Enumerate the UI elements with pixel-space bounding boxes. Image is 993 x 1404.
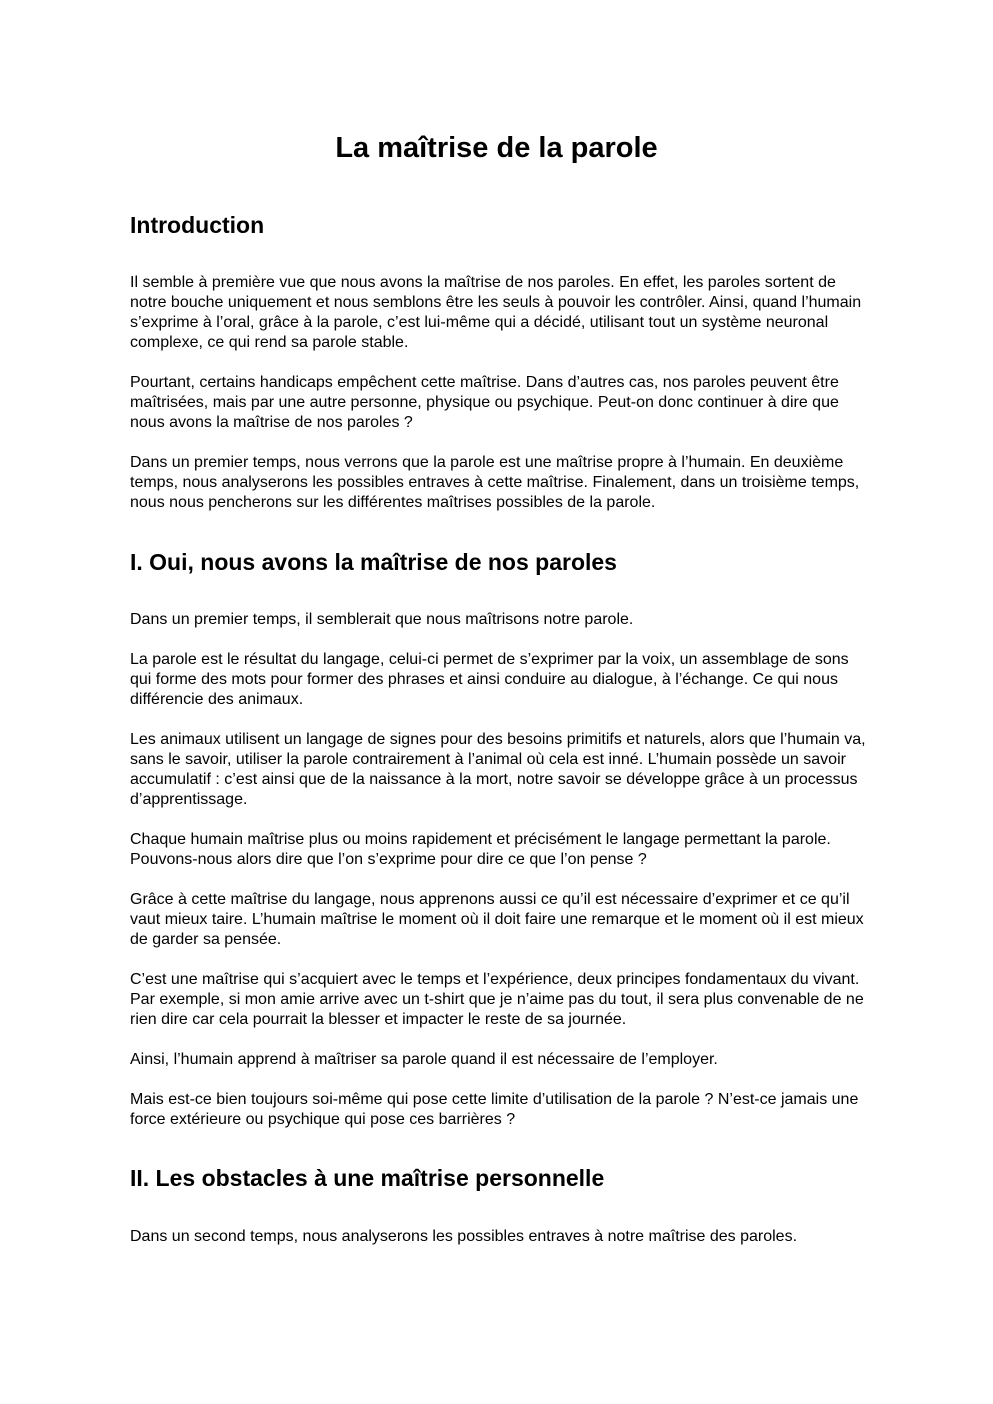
section-heading-2: II. Les obstacles à une maîtrise personnelle	[130, 1165, 605, 1191]
document-title: La maîtrise de la parole	[335, 132, 658, 164]
paragraph: C’est une maîtrise qui s’acquiert avec le temps et l’expérience, deux principes fondamentaux du vivant. Par exemple, si mon amie arrive avec un t-shirt que je n’aime pas du tout, il sera plus convenable de ne rien dire car cela pourrait la blesser et impacter le reste de sa journée.	[130, 971, 864, 1028]
paragraph: Grâce à cette maîtrise du langage, nous apprenons aussi ce qu’il est nécessaire d’exprimer et ce qu’il vaut mieux taire. L’humain maîtrise le moment où il doit faire une remarque et le moment où il est mieux de garder sa pensée.	[130, 891, 864, 948]
paragraph: Chaque humain maîtrise plus ou moins rapidement et précisément le langage permettant la parole. Pouvons-nous alors dire que l’on s’exprime pour dire ce que l’on pense ?	[130, 831, 831, 868]
paragraph: Dans un premier temps, nous verrons que la parole est une maîtrise propre à l’humain. En deuxième temps, nous analyserons les possibles entraves à cette maîtrise. Finalement, dans un troisième temps, nous nous pencherons sur les différentes maîtrises possibles de la parole.	[130, 454, 860, 511]
paragraph: Mais est-ce bien toujours soi-même qui pose cette limite d’utilisation de la parole ? N’est-ce jamais une force extérieure ou psychique qui pose ces barrières ?	[130, 1091, 859, 1128]
paragraph: Dans un second temps, nous analyserons les possibles entraves à notre maîtrise des paroles.	[130, 1228, 798, 1245]
paragraph: Les animaux utilisent un langage de signes pour des besoins primitifs et naturels, alors que l’humain va, sans le savoir, utiliser la parole contrairement à l’animal où cela est inné. L’humain possède un savoir accumulatif : c’est ainsi que de la naissance à la mort, notre savoir se développe grâce à un processus d’apprentissage.	[130, 731, 866, 808]
paragraph: Ainsi, l’humain apprend à maîtriser sa parole quand il est nécessaire de l’employer.	[130, 1051, 718, 1068]
paragraph: La parole est le résultat du langage, celui-ci permet de s’exprimer par la voix, un assemblage de sons qui forme des mots pour former des phrases et ainsi conduire au dialogue, à l’échange. Ce qui nous différencie des animaux.	[130, 651, 849, 708]
paragraph: Il semble à première vue que nous avons la maîtrise de nos paroles. En effet, les paroles sortent de notre bouche uniquement et nous semblons être les seuls à pouvoir les contrôler. Ainsi, quand l’humain s’exprime à l’oral, grâce à la parole, c’est lui-même qui a décidé, utilisant tout un système neuronal complexe, ce qui rend sa parole stable.	[130, 274, 862, 351]
paragraph: Dans un premier temps, il semblerait que nous maîtrisons notre parole.	[130, 611, 634, 628]
section-heading-introduction: Introduction	[130, 212, 265, 238]
section-heading-1: I. Oui, nous avons la maîtrise de nos paroles	[130, 549, 617, 575]
paragraph: Pourtant, certains handicaps empêchent cette maîtrise. Dans d’autres cas, nos paroles peuvent être maîtrisées, mais par une autre personne, physique ou psychique. Peut-on donc continuer à dire que nous avons la maîtrise de nos paroles ?	[130, 374, 839, 431]
